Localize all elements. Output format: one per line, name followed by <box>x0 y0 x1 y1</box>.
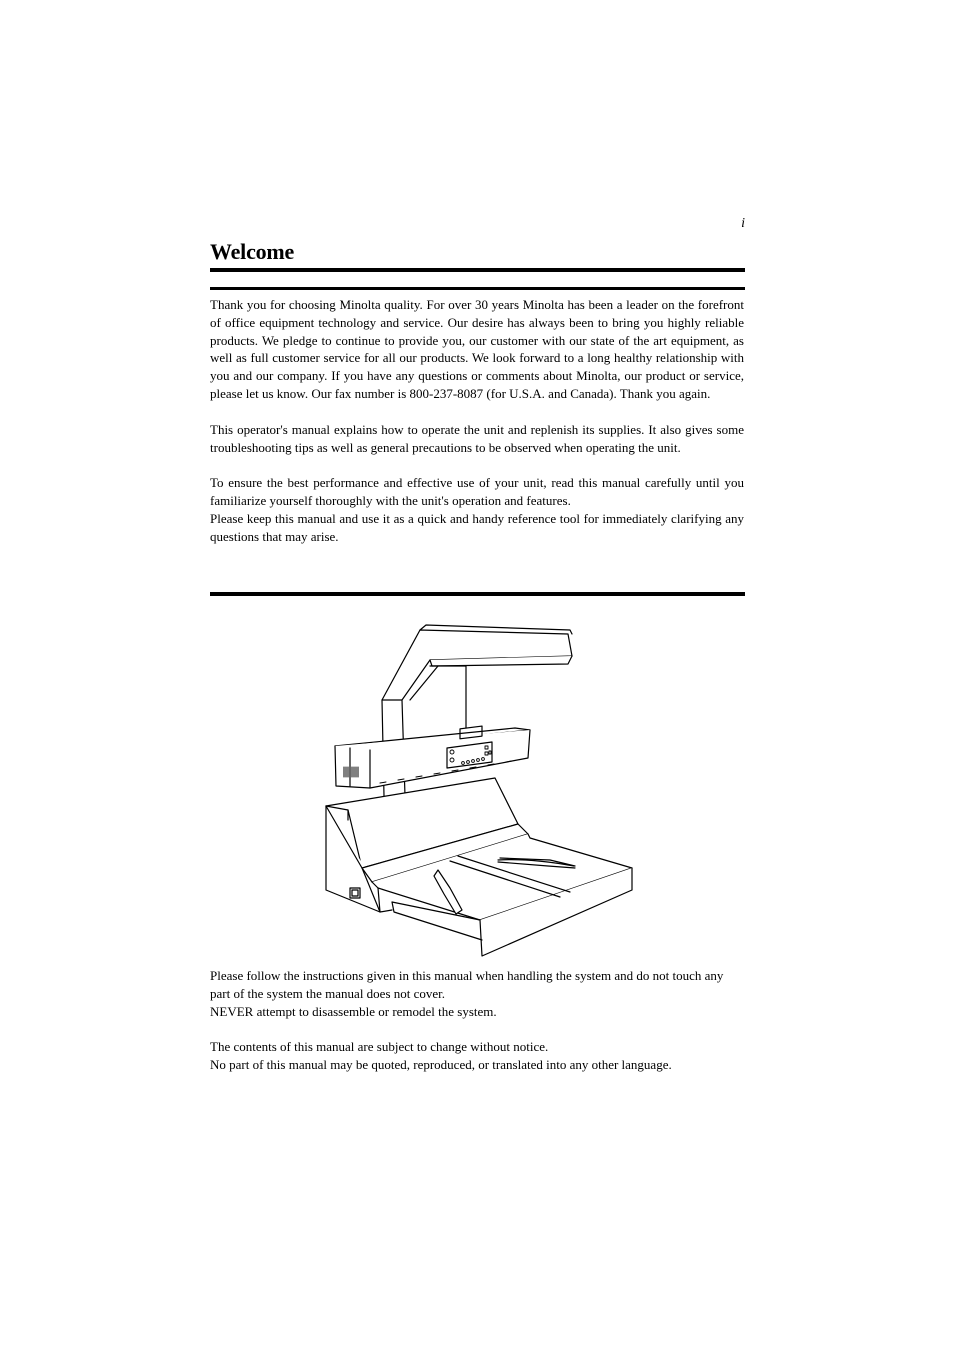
intro-paragraph-3b: Please keep this manual and use it as a quick and handy reference tool for immediately clarifying any questions that may arise. <box>210 510 744 544</box>
intro-paragraph-2: This operator's manual explains how to operate the unit and replenish its supplies. It also gives some troubleshooting tips as well as general precautions to be observed when operating the unit. <box>210 421 744 455</box>
spacer <box>210 456 744 474</box>
spacer <box>210 403 744 421</box>
notices-section <box>210 967 744 1074</box>
scanner-unit-illustration-icon <box>320 620 640 960</box>
intro-paragraph-3a: To ensure the best performance and effective use of your unit, read this manual carefully until you familiarize yourself thoroughly with the unit's operation and features. <box>210 475 744 509</box>
page-number: i <box>741 216 745 231</box>
page-title: Welcome <box>210 239 295 264</box>
title-rule-top <box>210 268 745 272</box>
spacer <box>210 1020 744 1038</box>
notice-line-2: NEVER attempt to disassemble or remodel the system. <box>210 1003 497 1019</box>
intro-paragraph-1: Thank you for choosing Minolta quality. For over 30 years Minolta has been a leader on the forefront of office equipment technology and service. Our desire has always been to bring you highly reliable products. We pledge to continue to provide you, our customer with our state of the art equipment, as well as full customer service for all our products. We look forward to a long healthy relationship with you and our company. If you have any questions or comments about Minolta, our product or service, please let us know. Our fax number is 800-237-8087 (for U.S.A. and Canada). Thank you again. <box>210 297 744 401</box>
section-rule <box>210 592 745 596</box>
intro-section <box>210 296 744 546</box>
notice-line-3: The contents of this manual are subject to change without notice. <box>210 1039 549 1055</box>
title-rule-bottom <box>210 287 745 290</box>
notice-line-4: No part of this manual may be quoted, reproduced, or translated into any other language. <box>210 1057 672 1073</box>
notice-line-1: Please follow the instructions given in this manual when handling the system and do not touch any part of the system the manual does not cover. <box>210 968 724 1001</box>
